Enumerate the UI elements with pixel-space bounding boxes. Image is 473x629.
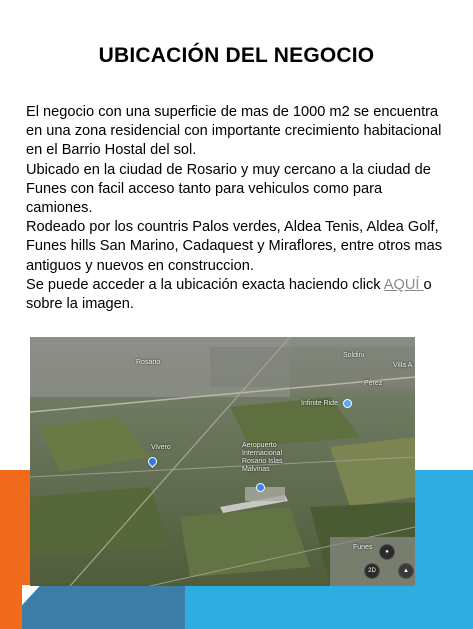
compass-icon[interactable]: ▲ xyxy=(398,563,414,579)
decorative-bottom-band xyxy=(150,585,473,629)
map-label-funes: Funes xyxy=(353,544,373,551)
map-label-perez: Pérez xyxy=(364,380,383,387)
access-text-end: o sobre la imagen. xyxy=(26,276,432,313)
paragraph-surroundings: Rodeado por los countris Palos verdes, Aldea Tenis, Aldea Golf, Funes hills San Marino, Cadaquest y Miraflores, entre otros mas antiguos y nuevos en construccion. xyxy=(26,219,443,274)
location-link[interactable]: AQUÍ xyxy=(383,276,424,293)
map-label-airport-3: Rosario Islas xyxy=(242,458,283,465)
map-label-infinite-ride: Infinite Ride xyxy=(301,400,338,407)
location-map-image[interactable] xyxy=(30,337,415,586)
street-view-icon[interactable]: ● xyxy=(379,544,395,560)
decorative-left-strip xyxy=(0,585,22,629)
map-label-villa: Villa A xyxy=(393,362,413,369)
airport-icon xyxy=(256,483,265,492)
page-title: UBICACIÓN DEL NEGOCIO xyxy=(98,44,375,67)
view-2d-button[interactable]: 2D xyxy=(364,563,380,579)
description-text xyxy=(26,103,451,314)
map-label-rosario: Rosario xyxy=(136,359,161,366)
map-label-soldini: Soldini xyxy=(343,352,365,359)
poi-marker-icon xyxy=(343,399,352,408)
decorative-bottom-left-band xyxy=(0,585,185,629)
paragraph-surface: El negocio con una superficie de mas de 1000 m2 se encuentra en una zona residencial con importante crecimiento habitacional en el Barrio Hostal del sol. xyxy=(26,104,442,159)
access-text: Se puede acceder a la ubicación exacta haciendo click xyxy=(26,276,381,293)
paragraph-access xyxy=(26,276,451,314)
map-label-airport-1: Aeropuerto xyxy=(242,442,277,449)
map-label-vivero: Vivero xyxy=(151,444,171,451)
paragraph-location: Ubicado en la ciudad de Rosario y muy cercano a la ciudad de Funes con facil acceso tanto para vehiculos como para camiones. xyxy=(26,161,431,217)
map-label-airport-2: Internacional xyxy=(242,450,283,457)
map-label-airport-4: Malvinas xyxy=(242,466,270,473)
